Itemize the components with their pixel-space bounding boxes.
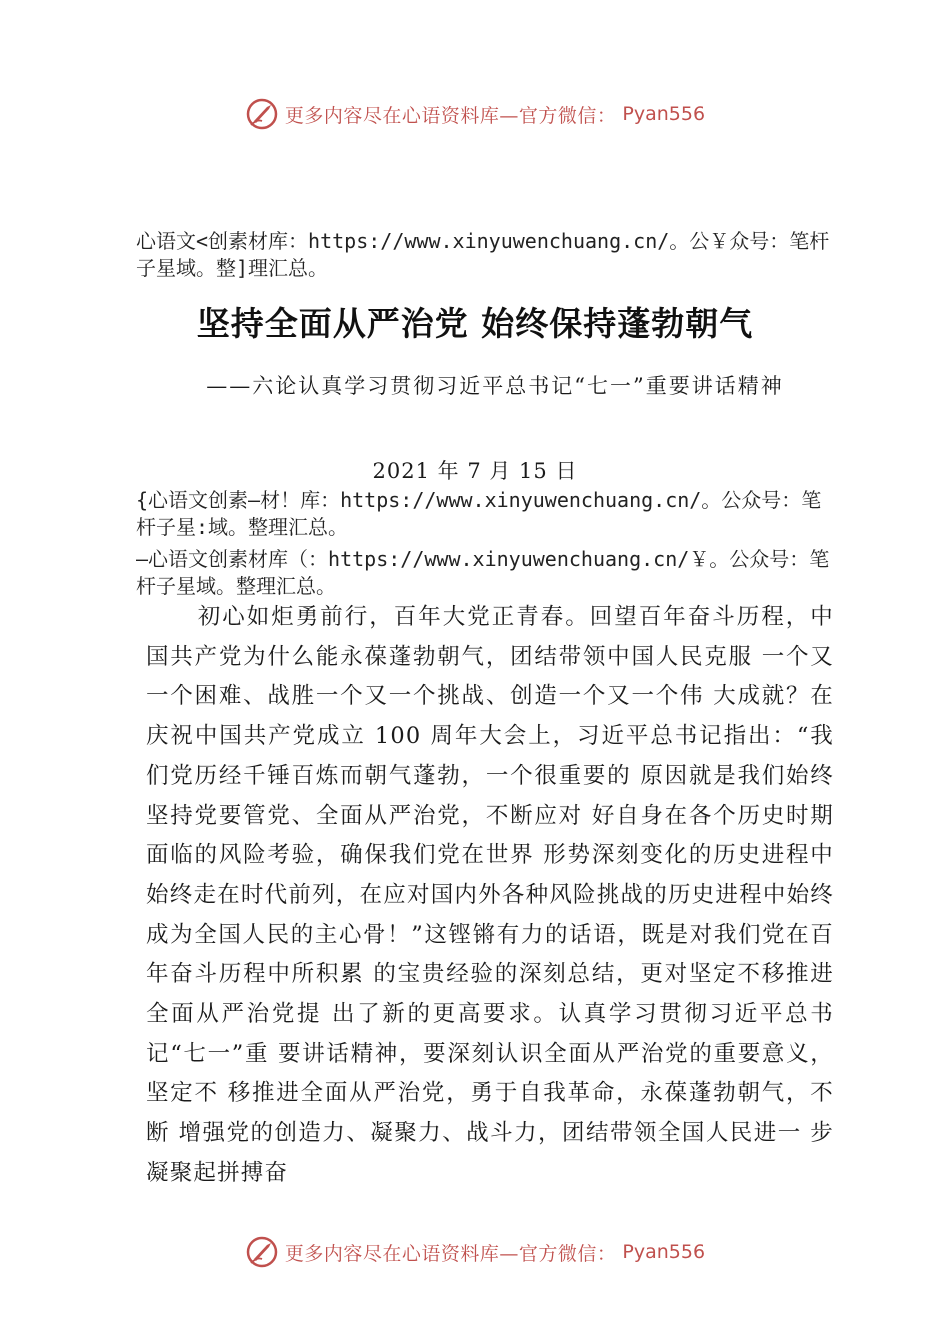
watermark-line-3: —心语文创素材库（：https://www.xinyuwenchuang.cn/￥。公众号：笔杆子星域。整理汇总。 — [136, 547, 830, 598]
document-subtitle: ——六论认真学习贯彻习近平总书记“七一”重要讲话精神 — [206, 374, 784, 398]
watermark-line-1: 心语文<创素材库：https://www.xinyuwenchuang.cn/。公￥众号：笔杆子星域。整]理汇总。 — [136, 229, 830, 280]
body-paragraph: 初心如炬勇前行，百年大党正青春。回望百年奋斗历程，中国共产党为什么能永葆蓬勃朝气，团结带领中国人民克服 一个又一个困难、战胜一个又一个挑战、创造一个又一个伟 大成就？在庆祝中国共产党成立 100 周年大会上，习近平总书记指出：“我们党历经千锤百炼而朝气蓬勃，一个很重要的 原因就是我们始终坚持党要管党、全面从严治党，不断应对 好自身在各个历史时期面临的风险考验，确保我们党在世界 形势深刻变化的历史进程中始终走在时代前列，在应对国内外各种风险挑战的历史进程中始终成为全国人民的主心骨！”这铿锵有力的话语，既是对我们党在百年奋斗历程中所积累 的宝贵经验的深刻总结，更对坚定不移推进全面从严治党提 出了新的更高要求。认真学习贯彻习近平总书记“七一”重 要讲话精神，要深刻认识全面从严治党的重要意义，坚定不 移推进全面从严治党，勇于自我革命，永葆蓬勃朝气，不断 增强党的创造力、凝聚力、战斗力，团结带领全国人民进一 步凝聚起拼搏奋 — [146, 604, 834, 1186]
footer-banner — [0, 1230, 950, 1274]
quill-logo-icon — [245, 97, 279, 131]
header-wechat-id: Pyan556 — [622, 103, 706, 125]
footer-wechat-id: Pyan556 — [622, 1241, 706, 1263]
header-banner — [0, 92, 950, 136]
footer-banner-text: 更多内容尽在心语资料库—官方微信： — [284, 1242, 617, 1265]
document-title: 坚持全面从严治党 始终保持蓬勃朝气 — [196, 304, 754, 343]
quill-logo-icon — [245, 1235, 279, 1269]
header-banner-text: 更多内容尽在心语资料库—官方微信： — [284, 104, 617, 127]
document-date: 2021 年 7 月 15 日 — [372, 459, 578, 483]
watermark-line-2: {心语文创素—材！库：https://www.xinyuwenchuang.cn/。公众号：笔杆子星:域。整理汇总。 — [136, 488, 822, 539]
